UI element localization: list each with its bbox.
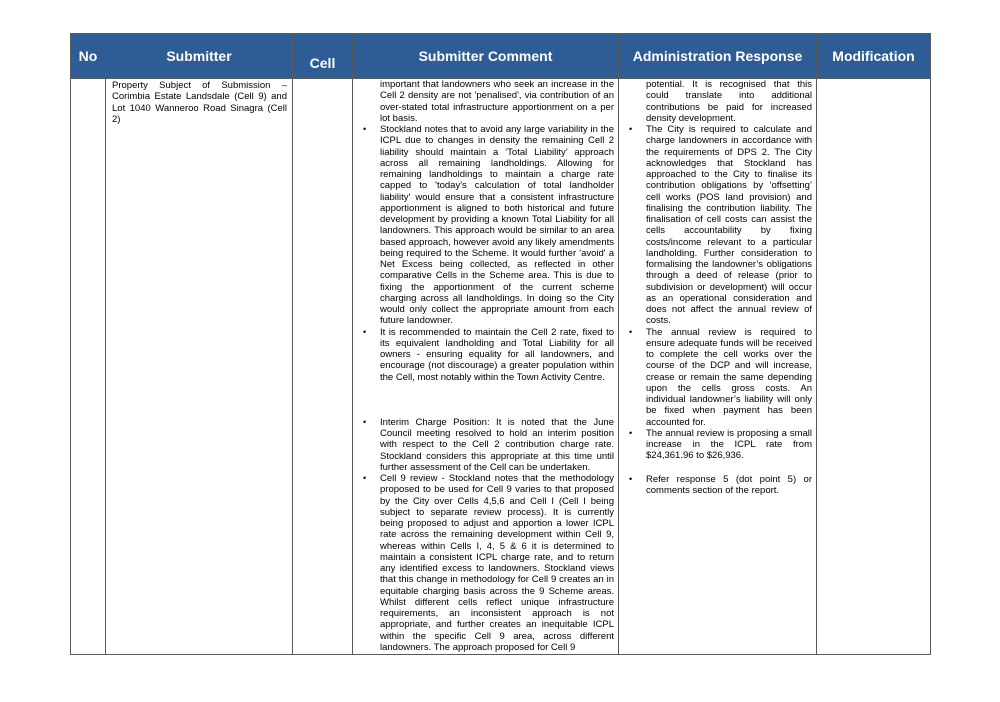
response-item: • The annual review is proposing a small increase in the ICPL rate from $24,361.96 to $26,936.	[619, 428, 812, 462]
header-submitter: Submitter	[106, 34, 293, 79]
comment-item: • Stockland notes that to avoid any large variability in the ICPL due to changes in density the remaining Cell 2 liability should maintain a ‘Total Liability’ approach across all remaining landholdings. Allowing for remaining landholdings to maintain a charge rate capped to 'today's calculation of total landholder liability' would ensure that a consistent infrastructure apportionment is aligned to both historical and future development by providing a known Total Liability for all landowners. This approach would be similar to an area based approach, however avoid any likely amendments being required to the Scheme. It would further 'avoid' a Net Excess being collected, as reflected in other comparative Cells in the Scheme area. This is due to fixing the apportionment of the current scheme charging across all landholdings. In doing so the City would only collect the appropriate amount from each future landowner.	[353, 124, 614, 327]
header-administration-response: Administration Response	[619, 34, 817, 79]
comment-cell	[353, 79, 619, 655]
header-cell: Cell	[293, 34, 353, 79]
response-item: • The annual review is required to ensure adequate funds will be received to complete the cell works over the course of the DCP and will increase, crease or remain the same depending upon the cells gross costs. An individual landowner’s liability will only be fixed when payment has been accounted for.	[619, 327, 812, 428]
cell-number-cell	[293, 79, 353, 655]
response-list	[619, 79, 812, 496]
comment-item: • Cell 9 review - Stockland notes that the methodology proposed to be used for Cell 9 varies to that proposed by the City over Cells 4,5,6 and Cell I (Cell I being subject to separate review process). It is currently being proposed to adjust and apportion a lower ICPL rate across the remaining development within Cell 9, whereas within Cells I, 4, 5 & 6 it is determined to maintain a consistent ICPL charge rate, and to return any identified excess to landowners. Stockland views that this change in methodology for Cell 9 creates an in equitable charging basis across the 9 Scheme areas. Whilst different cells reflect unique infrastructure requirements, an inconsistent approach is not appropriate, and further creates an inequitable ICPL within the specific Cell 9 area, across different landowners. The approach proposed for Cell 9	[353, 473, 614, 653]
response-cell	[619, 79, 817, 655]
submission-table	[70, 33, 931, 655]
no-cell	[71, 79, 106, 655]
table-header	[71, 34, 931, 79]
header-modification: Modification	[817, 34, 931, 79]
comment-item: • Interim Charge Position: It is noted that the June Council meeting resolved to hold an interim position with respect to the Cell 2 contribution charge rate. Stockland considers this appropriate at this time until further assessment of the Cell can be undertaken.	[353, 417, 614, 473]
response-item: • The City is required to calculate and charge landowners in accordance with the requirements of DPS 2. The City acknowledges that Stockland has approached to the City to finalise its contribution obligations by ‘offsetting’ cell works (POS land provision) and finalising the contribution liability. The finalisation of cell costs can assist the cells accountability by fixing costs/income relevant to a particular landholding. Further consideration to formalising the landowner’s obligations through a deed of release (prior to subdivision or development) will occur as an operational consideration and does not affect the annual review of costs.	[619, 124, 812, 327]
header-no: No	[71, 34, 106, 79]
submitter-text: Property Subject of Submission – Corimbia Estate Landsdale (Cell 9) and Lot 1040 Wanneroo Road Sinagra (Cell 2)	[112, 80, 287, 125]
response-item: • Refer response 5 (dot point 5) or comments section of the report.	[619, 474, 812, 497]
comment-list	[353, 79, 614, 653]
header-submitter-comment: Submitter Comment	[353, 34, 619, 79]
response-item: potential. It is recognised that this could translate into additional contributions be paid for increased density development.	[646, 79, 812, 124]
table-row	[71, 79, 931, 655]
comment-item: important that landowners who seek an increase in the Cell 2 density are not 'penalised', via contribution of an over-stated total infrastructure apportionment on a per lot basis.	[380, 79, 614, 124]
comment-item: • It is recommended to maintain the Cell 2 rate, fixed to its equivalent landholding and Total Liability for all owners - ensuring equality for all landowners, and encourage (not discourage) a greater population within the Cell, most notably within the Town Activity Centre.	[353, 327, 614, 383]
submitter-cell	[106, 79, 293, 655]
modification-cell	[817, 79, 931, 655]
